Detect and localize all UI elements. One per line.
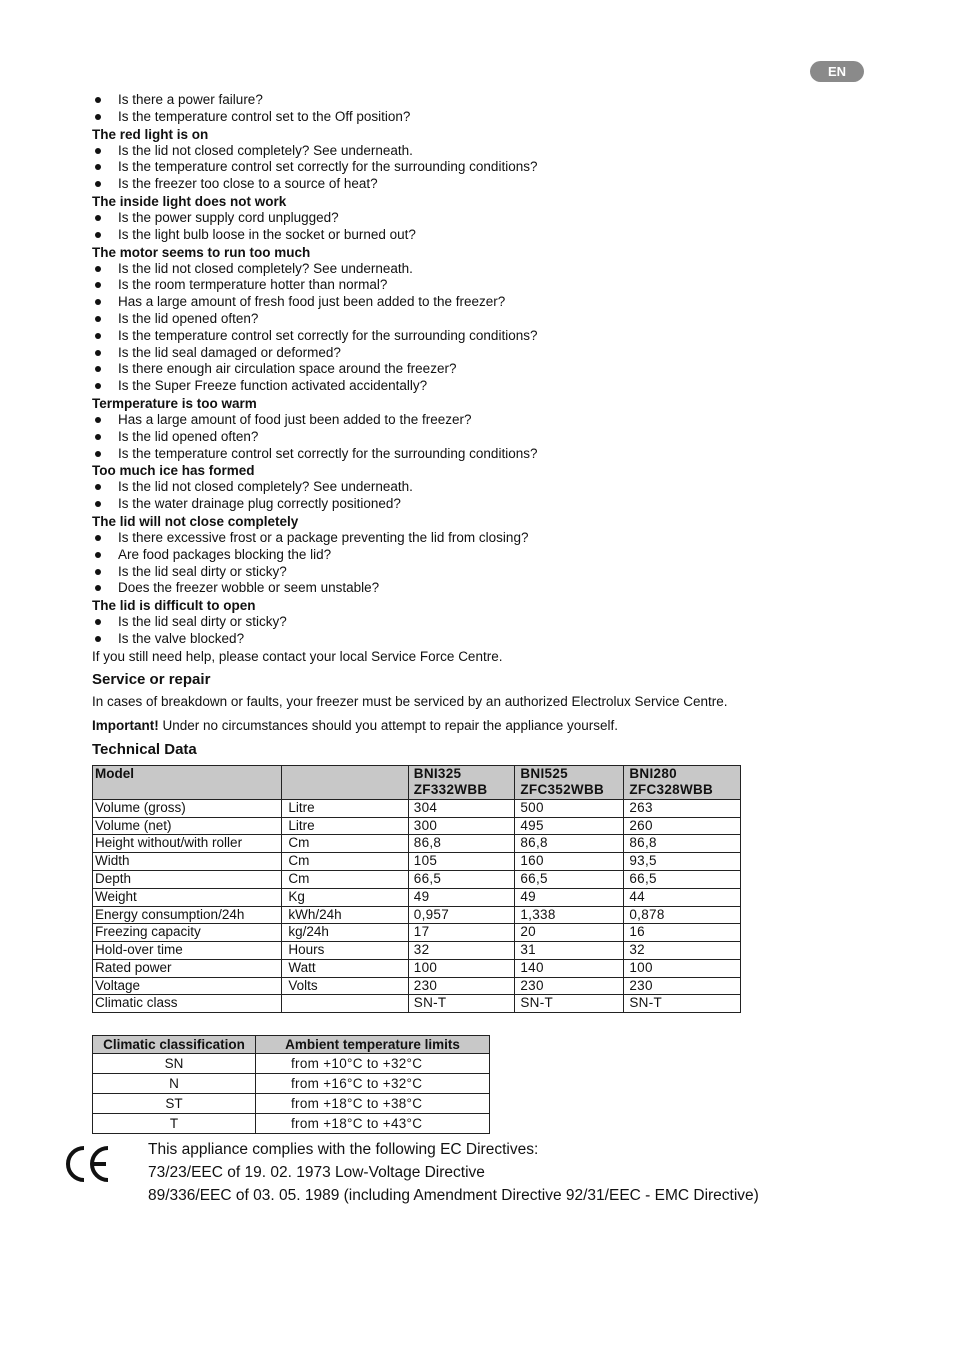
table-row	[93, 888, 741, 906]
list-item-text: Is the lid seal damaged or deformed?	[118, 344, 341, 360]
bullet-icon	[95, 333, 101, 339]
bullet-list	[92, 143, 782, 193]
list-item	[92, 345, 782, 362]
list-item	[92, 614, 782, 631]
table-cell: Hold-over time	[93, 942, 282, 960]
list-item	[92, 261, 782, 278]
table-cell: 260	[624, 817, 741, 835]
list-item	[92, 429, 782, 446]
list-item-text: Is the valve blocked?	[118, 630, 245, 646]
list-item-text: Has a large amount of fresh food just been added to the freezer?	[118, 294, 506, 310]
table-cell: Freezing capacity	[93, 924, 282, 942]
technical-table-header	[93, 765, 741, 799]
list-item-text: Is the lid not closed completely? See underneath.	[118, 260, 413, 276]
table-cell: 230	[515, 977, 624, 995]
table-row	[93, 1114, 490, 1134]
table-cell: 49	[408, 888, 515, 906]
trouble-section	[92, 462, 782, 513]
technical-data-table	[92, 765, 741, 1014]
table-row	[93, 835, 741, 853]
table-row	[93, 959, 741, 977]
table-cell: Climatic class	[93, 995, 282, 1013]
list-item-text: Is there a power failure?	[118, 92, 263, 107]
table-cell: Depth	[93, 870, 282, 888]
bullet-icon	[95, 215, 101, 221]
list-item	[92, 328, 782, 345]
list-item-text: Are food packages blocking the lid?	[118, 546, 332, 562]
table-cell: Volume (net)	[93, 817, 282, 835]
table-cell: 93,5	[624, 853, 741, 871]
bullet-list	[92, 614, 782, 648]
bullet-icon	[95, 585, 101, 591]
important-label: Important!	[92, 717, 159, 733]
table-cell: Voltage	[93, 977, 282, 995]
list-item-text: Is the room termperature hotter than normal?	[118, 277, 388, 293]
trouble-section	[92, 244, 782, 395]
header-cell: BNI280 ZFC328WBB	[624, 765, 741, 799]
bullet-icon	[95, 164, 101, 170]
table-cell: 263	[624, 799, 741, 817]
table-row	[93, 977, 741, 995]
table-cell: Cm	[282, 835, 408, 853]
table-cell: from +16°C to +32°C	[256, 1074, 490, 1094]
bullet-icon	[95, 501, 101, 507]
table-cell: 66,5	[515, 870, 624, 888]
bullet-icon	[95, 148, 101, 154]
section-title: The red light is on	[92, 126, 209, 142]
ce-line-2: 89/336/EEC of 03. 05. 1989 (including Amendment Directive 92/31/EEC - EMC Directive)	[148, 1187, 759, 1205]
section-title: Termperature is too warm	[92, 395, 257, 411]
table-row	[93, 870, 741, 888]
bullet-list	[92, 92, 782, 126]
table-cell: 140	[515, 959, 624, 977]
table-cell: Volume (gross)	[93, 799, 282, 817]
ce-line-1: 73/23/EEC of 19. 02. 1973 Low-Voltage Directive	[148, 1164, 485, 1182]
table-cell: Litre	[282, 817, 408, 835]
table-cell: Cm	[282, 870, 408, 888]
table-cell: 86,8	[624, 835, 741, 853]
list-item	[92, 412, 782, 429]
bullet-icon	[95, 383, 101, 389]
table-cell: kg/24h	[282, 924, 408, 942]
table-cell: SN	[93, 1054, 256, 1074]
climatic-classification-table	[92, 1035, 490, 1134]
table-row	[93, 1074, 490, 1094]
list-item	[92, 176, 782, 193]
table-cell: N	[93, 1074, 256, 1094]
table-cell: 495	[515, 817, 624, 835]
table-cell: 86,8	[515, 835, 624, 853]
table-cell: from +18°C to +43°C	[256, 1114, 490, 1134]
trouble-section	[92, 92, 782, 126]
ce-compliance	[92, 1140, 782, 1206]
trouble-section	[92, 513, 782, 597]
list-item-text: Is the power supply cord unplugged?	[118, 209, 339, 225]
table-cell: 17	[408, 924, 515, 942]
table-row	[93, 1094, 490, 1114]
table-row	[93, 1054, 490, 1074]
bullet-list	[92, 479, 782, 513]
page-content	[92, 92, 782, 1209]
bullet-list	[92, 261, 782, 395]
table-cell: 66,5	[408, 870, 515, 888]
ce-text	[148, 1140, 771, 1206]
table-cell: 304	[408, 799, 515, 817]
bullet-icon	[95, 181, 101, 187]
bullet-icon	[95, 451, 101, 457]
table-cell: 49	[515, 888, 624, 906]
table-cell: 230	[624, 977, 741, 995]
list-item-text: Is the Super Freeze function activated accidentally?	[118, 378, 428, 394]
section-title: The inside light does not work	[92, 193, 287, 209]
header-cell	[282, 765, 408, 799]
troubleshooting-list	[92, 92, 782, 648]
list-item	[92, 92, 782, 109]
bullet-icon	[95, 569, 101, 575]
list-item	[92, 530, 782, 547]
list-item	[92, 277, 782, 294]
table-cell: 100	[624, 959, 741, 977]
table-cell: 16	[624, 924, 741, 942]
table-cell: 500	[515, 799, 624, 817]
bullet-icon	[95, 552, 101, 558]
table-row	[93, 799, 741, 817]
ce-mark-icon	[64, 1144, 114, 1184]
list-item	[92, 227, 782, 244]
bullet-icon	[95, 97, 101, 103]
list-item	[92, 210, 782, 227]
bullet-icon	[95, 316, 101, 322]
table-cell: 230	[408, 977, 515, 995]
table-cell: Litre	[282, 799, 408, 817]
table-row	[93, 906, 741, 924]
list-item	[92, 496, 782, 513]
trouble-section	[92, 193, 782, 244]
list-item-text: Is there enough air circulation space around the freezer?	[118, 361, 457, 377]
ce-intro: This appliance complies with the following EC Directives:	[148, 1141, 539, 1159]
bullet-icon	[95, 434, 101, 440]
bullet-list	[92, 530, 782, 597]
table-cell: SN-T	[624, 995, 741, 1013]
table-cell: 100	[408, 959, 515, 977]
service-text: In cases of breakdown or faults, your freezer must be serviced by an authorized Electrolux Service Centre.	[92, 693, 728, 709]
table-cell: 0,878	[624, 906, 741, 924]
list-item-text: Is the temperature control set correctly for the surrounding conditions?	[118, 159, 538, 175]
table-cell: SN-T	[408, 995, 515, 1013]
list-item	[92, 446, 782, 463]
table-cell: Watt	[282, 959, 408, 977]
important-note	[92, 717, 782, 734]
table-cell: 31	[515, 942, 624, 960]
list-item	[92, 361, 782, 378]
bullet-list	[92, 412, 782, 462]
list-item	[92, 564, 782, 581]
section-title: Too much ice has formed	[92, 463, 255, 479]
list-item-text: Is there excessive frost or a package preventing the lid from closing?	[118, 529, 529, 545]
bullet-icon	[95, 299, 101, 305]
bullet-list	[92, 210, 782, 244]
table-cell: from +10°C to +32°C	[256, 1054, 490, 1074]
table-cell: Volts	[282, 977, 408, 995]
list-item	[92, 378, 782, 395]
help-text: If you still need help, please contact your local Service Force Centre.	[92, 648, 503, 664]
bullet-icon	[95, 232, 101, 238]
table-row	[93, 995, 741, 1013]
table-cell: ST	[93, 1094, 256, 1114]
list-item	[92, 631, 782, 648]
list-item-text: Is the temperature control set to the Off position?	[118, 108, 411, 124]
technical-data-title: Technical Data	[92, 740, 197, 758]
table-cell: 0,957	[408, 906, 515, 924]
table-cell: 160	[515, 853, 624, 871]
trouble-section	[92, 597, 782, 648]
list-item-text: Does the freezer wobble or seem unstable?	[118, 580, 380, 596]
table-cell: 105	[408, 853, 515, 871]
list-item	[92, 143, 782, 160]
table-cell: 300	[408, 817, 515, 835]
list-item	[92, 547, 782, 564]
header-cell: Ambient temperature limits	[256, 1036, 490, 1054]
header-cell: Model	[93, 765, 282, 799]
list-item-text: Has a large amount of food just been added to the freezer?	[118, 411, 472, 427]
table-row	[93, 942, 741, 960]
bullet-icon	[95, 366, 101, 372]
table-cell: 32	[408, 942, 515, 960]
table-cell: T	[93, 1114, 256, 1134]
table-row	[93, 924, 741, 942]
list-item-text: Is the light bulb loose in the socket or burned out?	[118, 226, 416, 242]
table-row	[93, 853, 741, 871]
trouble-section	[92, 395, 782, 462]
table-cell: 44	[624, 888, 741, 906]
bullet-icon	[95, 266, 101, 272]
list-item	[92, 580, 782, 597]
table-cell: kWh/24h	[282, 906, 408, 924]
list-item	[92, 479, 782, 496]
table-cell: 32	[624, 942, 741, 960]
table-cell: Kg	[282, 888, 408, 906]
important-text: Under no circumstances should you attempt to repair the appliance yourself.	[158, 717, 618, 733]
list-item	[92, 294, 782, 311]
header-cell: BNI325 ZF332WBB	[408, 765, 515, 799]
header-cell: Climatic classification	[93, 1036, 256, 1054]
list-item-text: Is the freezer too close to a source of heat?	[118, 176, 378, 192]
table-cell: Width	[93, 853, 282, 871]
list-item-text: Is the lid seal dirty or sticky?	[118, 614, 287, 630]
bullet-icon	[95, 350, 101, 356]
table-cell: 66,5	[624, 870, 741, 888]
table-cell: from +18°C to +38°C	[256, 1094, 490, 1114]
table-row	[93, 817, 741, 835]
list-item-text: Is the lid not closed completely? See underneath.	[118, 479, 413, 495]
service-title: Service or repair	[92, 670, 211, 688]
header-cell: BNI525 ZFC352WBB	[515, 765, 624, 799]
list-item	[92, 311, 782, 328]
table-cell: SN-T	[515, 995, 624, 1013]
list-item	[92, 109, 782, 126]
bullet-icon	[95, 114, 101, 120]
section-title: The motor seems to run too much	[92, 244, 311, 260]
list-item-text: Is the temperature control set correctly for the surrounding conditions?	[118, 445, 538, 461]
language-badge: EN	[810, 61, 864, 82]
section-title: The lid is difficult to open	[92, 598, 256, 614]
table-cell: Weight	[93, 888, 282, 906]
list-item-text: Is the lid seal dirty or sticky?	[118, 563, 287, 579]
table-cell: 86,8	[408, 835, 515, 853]
trouble-section	[92, 126, 782, 193]
bullet-icon	[95, 535, 101, 541]
list-item-text: Is the lid opened often?	[118, 428, 259, 444]
bullet-icon	[95, 636, 101, 642]
table-cell: Hours	[282, 942, 408, 960]
section-title: The lid will not close completely	[92, 513, 299, 529]
bullet-icon	[95, 619, 101, 625]
table-cell: 20	[515, 924, 624, 942]
list-item-text: Is the lid opened often?	[118, 310, 259, 326]
list-item-text: Is the temperature control set correctly for the surrounding conditions?	[118, 327, 538, 343]
table-cell: Rated power	[93, 959, 282, 977]
list-item-text: Is the lid not closed completely? See underneath.	[118, 142, 413, 158]
table-cell: Energy consumption/24h	[93, 906, 282, 924]
table-cell	[282, 995, 408, 1013]
bullet-icon	[95, 417, 101, 423]
bullet-icon	[95, 484, 101, 490]
table-cell: Height without/with roller	[93, 835, 282, 853]
table-cell: Cm	[282, 853, 408, 871]
list-item	[92, 159, 782, 176]
table-cell: 1,338	[515, 906, 624, 924]
bullet-icon	[95, 282, 101, 288]
list-item-text: Is the water drainage plug correctly positioned?	[118, 496, 401, 512]
climatic-table-header	[93, 1036, 490, 1054]
